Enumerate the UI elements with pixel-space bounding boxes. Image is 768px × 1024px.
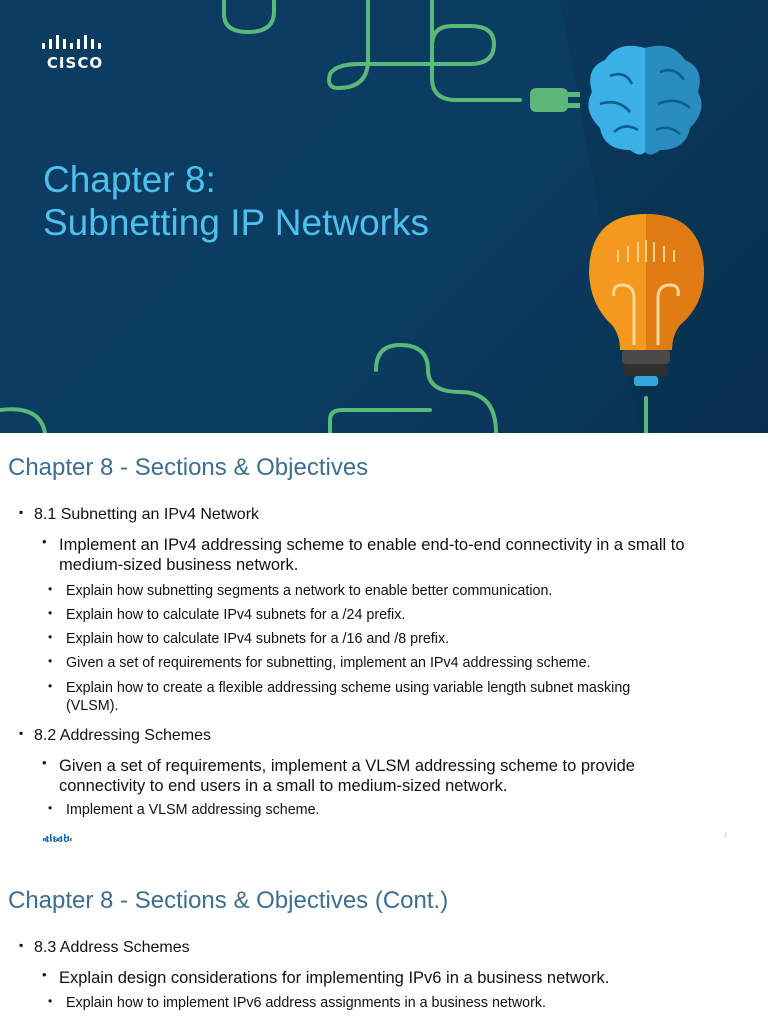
objective-level3: Explain how to create a flexible addressing scheme using variable length subnet masking (VLSM). [66, 680, 631, 714]
square-bullet-icon: ▪ [19, 938, 24, 952]
objective-level3: Given a set of requirements for subnetting, implement an IPv4 addressing scheme. [66, 655, 591, 671]
objective-level3: Implement a VLSM addressing scheme. [66, 802, 320, 818]
dot-bullet-icon: • [48, 630, 53, 644]
chapter-title [43, 158, 429, 244]
dot-bullet-icon: • [48, 994, 53, 1008]
dot-bullet-icon: • [48, 582, 53, 596]
objective-level2: Given a set of requirements, implement a VLSM addressing scheme to provide connectivity to end users in a small to medium-sized network. [59, 757, 635, 795]
slide-heading: Chapter 8 - Sections & Objectives [8, 454, 369, 481]
chapter-title-line2: Subnetting IP Networks [43, 202, 429, 243]
dot-bullet-icon: • [42, 534, 47, 549]
square-bullet-icon: ▪ [19, 505, 24, 519]
cisco-wordmark: CISCO [46, 54, 104, 72]
objective-level1: 8.2 Addressing Schemes [34, 727, 211, 744]
cisco-bars-icon [40, 34, 110, 52]
dot-bullet-icon: • [48, 606, 53, 620]
square-bullet-icon: ▪ [19, 726, 24, 740]
dot-bullet-icon: • [42, 755, 47, 770]
brain-icon [588, 46, 701, 155]
dot-bullet-icon: • [48, 679, 53, 693]
objectives-slide-cont [0, 866, 768, 1024]
page-number: 2 [724, 833, 728, 839]
chapter-title-line1: Chapter 8: [43, 159, 216, 200]
objective-level3: Explain how subnetting segments a network to enable better communication. [66, 583, 553, 599]
dot-bullet-icon: • [42, 967, 47, 982]
objectives-slide [0, 433, 768, 866]
objective-level3: Explain how to implement IPv6 address assignments in a business network. [66, 995, 546, 1011]
dot-bullet-icon: • [48, 801, 53, 815]
title-slide [0, 0, 768, 433]
objective-level2: Explain design considerations for implementing IPv6 in a business network. [59, 969, 610, 987]
objective-level3: Explain how to calculate IPv4 subnets for a /24 prefix. [66, 607, 406, 623]
objective-level2: Implement an IPv4 addressing scheme to enable end-to-end connectivity in a small to medium-sized business network. [59, 536, 685, 574]
cisco-logo-small [42, 829, 72, 847]
dot-bullet-icon: • [48, 654, 53, 668]
objective-level3: Explain how to calculate IPv4 subnets for a /16 and /8 prefix. [66, 631, 450, 647]
cisco-wordmark-small: CISCO [44, 837, 70, 844]
cisco-logo [40, 34, 110, 74]
slide-heading: Chapter 8 - Sections & Objectives (Cont.) [8, 887, 449, 914]
plug-icon [530, 88, 580, 112]
objective-level1: 8.3 Address Schemes [34, 939, 190, 956]
objective-level1: 8.1 Subnetting an IPv4 Network [34, 506, 260, 523]
